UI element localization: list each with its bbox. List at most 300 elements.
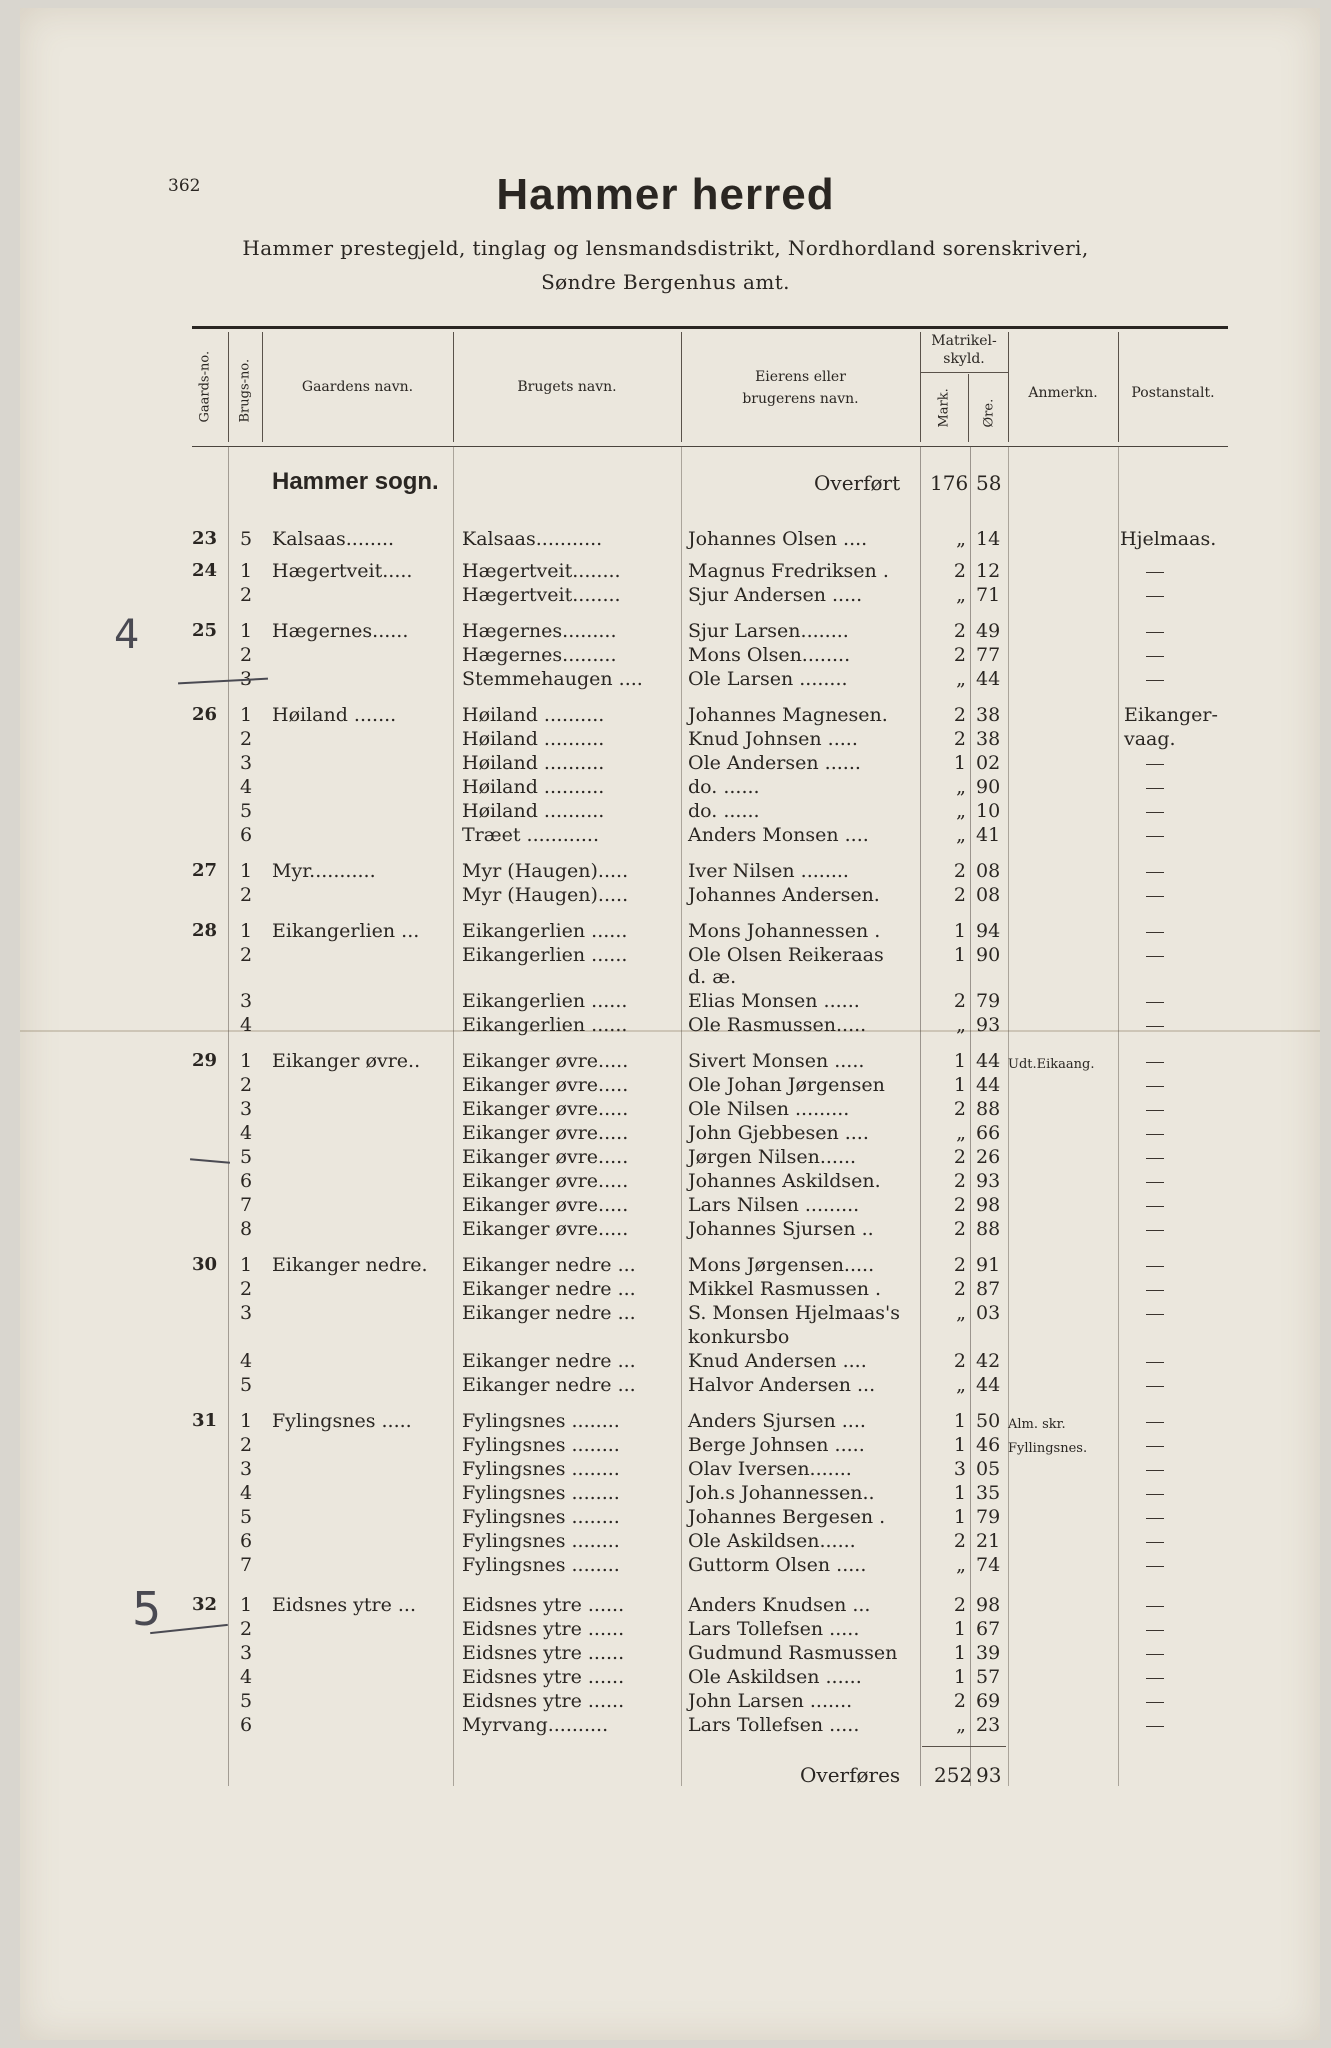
eier-navn-cell: Anders Monsen ....	[688, 824, 869, 846]
brugs-no-cell: 4	[240, 1122, 253, 1144]
mark-cell: 2	[953, 860, 966, 882]
brugs-no-cell: 4	[240, 1350, 253, 1372]
eier-navn-cell: Ole Askildsen......	[688, 1530, 856, 1552]
brugs-no-cell: 6	[240, 1714, 253, 1736]
ore-cell: 44	[976, 1374, 1001, 1396]
eier-navn-cell: Joh.s Johannessen..	[688, 1482, 875, 1504]
eier-navn-cell: Gudmund Rasmussen	[688, 1642, 898, 1664]
postanstalt-dash	[1146, 1230, 1164, 1231]
page-title: Hammer herred	[496, 170, 835, 219]
mark-cell: „	[956, 1554, 966, 1576]
postanstalt-dash	[1146, 1678, 1164, 1679]
total-rule	[922, 1746, 1006, 1747]
brugs-no-cell: 3	[240, 1642, 253, 1664]
brugs-no-cell: 6	[240, 1170, 253, 1192]
overfores-ore: 93	[976, 1763, 1002, 1787]
mark-cell: 2	[953, 1594, 966, 1616]
brugets-navn-cell: Høiland ..........	[462, 776, 605, 798]
mark-cell: 1	[953, 1506, 966, 1528]
eier-navn-cell: Magnus Fredriksen .	[688, 560, 889, 582]
eier-navn-cell: S. Monsen Hjelmaas's	[688, 1302, 900, 1324]
brugets-navn-cell: Eikanger nedre ...	[462, 1278, 636, 1300]
eier-navn-cell: Anders Knudsen ...	[688, 1594, 871, 1616]
brugets-navn-cell: Høiland ..........	[462, 728, 605, 750]
gaards-no-cell: 31	[192, 1410, 218, 1431]
brugs-no-cell: 5	[240, 528, 253, 550]
mark-cell: 2	[953, 1218, 966, 1240]
ore-cell: 35	[976, 1482, 1001, 1504]
brugets-navn-cell: Eidsnes ytre ......	[462, 1642, 625, 1664]
brugs-no-cell: 3	[240, 990, 253, 1012]
postanstalt-dash	[1146, 1086, 1164, 1087]
header-gaards-no: Gaards-no.	[197, 350, 213, 423]
brugs-no-cell: 3	[240, 1302, 253, 1324]
eier-navn-cell: Ole Olsen Reikeraas	[688, 944, 884, 966]
brugs-no-cell: 2	[240, 1434, 253, 1456]
ore-cell: 57	[976, 1666, 1001, 1688]
ore-cell: 88	[976, 1098, 1001, 1120]
ore-cell: 38	[976, 728, 1001, 750]
ore-cell: 79	[976, 1506, 1001, 1528]
ore-cell: 26	[976, 1146, 1001, 1168]
gaards-no-cell: 32	[192, 1594, 218, 1615]
brugets-navn-cell: Eikanger øvre.....	[462, 1218, 629, 1240]
brugs-no-cell: 1	[240, 1050, 253, 1072]
col-line	[228, 332, 229, 442]
gaardens-navn-cell: Høiland .......	[272, 704, 397, 726]
brugets-navn-cell: Hægernes.........	[462, 620, 617, 642]
mark-cell: „	[956, 668, 966, 690]
col-line	[681, 446, 682, 1786]
eier-navn-cell: Sjur Larsen........	[688, 620, 849, 642]
brugets-navn-cell: Eikangerlien ......	[462, 920, 628, 942]
brugs-no-cell: 5	[240, 1506, 253, 1528]
brugets-navn-cell: Eikanger øvre.....	[462, 1194, 629, 1216]
pencil-mark-4: 4	[114, 612, 140, 658]
col-line	[968, 374, 969, 442]
postanstalt-dash	[1146, 1446, 1164, 1447]
eier-navn-cell: Olav Iversen.......	[688, 1458, 852, 1480]
ore-cell: 41	[976, 824, 1001, 846]
eier-navn-cell: Johannes Sjursen ..	[688, 1218, 874, 1240]
eier-navn-cell: Ole Larsen ........	[688, 668, 848, 690]
ore-cell: 69	[976, 1690, 1001, 1712]
eier-navn-cell: Lars Tollefsen .....	[688, 1618, 860, 1640]
brugs-no-cell: 8	[240, 1218, 253, 1240]
eier-navn-cell: Ole Askildsen ......	[688, 1666, 862, 1688]
postanstalt-dash	[1146, 896, 1164, 897]
mark-cell: 1	[953, 1434, 966, 1456]
overfores-label: Overføres	[800, 1763, 901, 1787]
ore-cell: 46	[976, 1434, 1001, 1456]
eier-navn-cell: Iver Nilsen ........	[688, 860, 849, 882]
sogn-heading: Hammer sogn.	[272, 468, 439, 495]
overfort-ore: 58	[976, 471, 1002, 495]
col-line	[1118, 446, 1119, 1786]
ore-cell: 79	[976, 990, 1001, 1012]
brugets-navn-cell: Eidsnes ytre ......	[462, 1618, 625, 1640]
mark-cell: „	[956, 800, 966, 822]
postanstalt-dash	[1146, 1494, 1164, 1495]
col-line	[920, 372, 1008, 373]
postanstalt-dash	[1146, 572, 1164, 573]
ore-cell: 39	[976, 1642, 1001, 1664]
header-postanstalt: Postanstalt.	[1131, 385, 1215, 401]
postanstalt-dash	[1146, 656, 1164, 657]
brugets-navn-cell: Eikanger øvre.....	[462, 1074, 629, 1096]
ore-cell: 87	[976, 1278, 1001, 1300]
brugs-no-cell: 4	[240, 776, 253, 798]
brugets-navn-cell: Eikanger øvre.....	[462, 1170, 629, 1192]
postanstalt-dash	[1146, 1290, 1164, 1291]
eier-navn-cell: Lars Nilsen .........	[688, 1194, 860, 1216]
header-brugets-navn: Brugets navn.	[517, 379, 617, 395]
brugets-navn-cell: Kalsaas...........	[462, 528, 603, 550]
eier-navn-cell: John Larsen .......	[688, 1690, 853, 1712]
postanstalt-dash	[1146, 1726, 1164, 1727]
mark-cell: 1	[953, 1050, 966, 1072]
mark-cell: 2	[953, 1690, 966, 1712]
brugets-navn-cell: Høiland ..........	[462, 704, 605, 726]
eier-navn-cell: Elias Monsen ......	[688, 990, 860, 1012]
ore-cell: 49	[976, 620, 1001, 642]
brugs-no-cell: 4	[240, 1666, 253, 1688]
header-brugs-no: Brugs-no.	[237, 358, 253, 423]
postanstalt-dash	[1146, 1002, 1164, 1003]
postanstalt-dash	[1146, 1422, 1164, 1423]
col-line	[970, 446, 971, 1786]
eier-navn-cell: Halvor Andersen ...	[688, 1374, 876, 1396]
ore-cell: 08	[976, 860, 1001, 882]
brugs-no-cell: 7	[240, 1194, 253, 1216]
brugets-navn-cell: Myr (Haugen).....	[462, 884, 629, 906]
mark-cell: 1	[953, 1642, 966, 1664]
eier-navn-cell: d. æ.	[688, 966, 737, 988]
postanstalt-dash	[1146, 1654, 1164, 1655]
brugets-navn-cell: Eikanger øvre.....	[462, 1146, 629, 1168]
anmerkn-cell: Alm. skr.	[1008, 1417, 1066, 1432]
postanstalt-dash	[1146, 1606, 1164, 1607]
brugs-no-cell: 1	[240, 920, 253, 942]
brugets-navn-cell: Fylingsnes ........	[462, 1410, 620, 1432]
header-gaardens-navn: Gaardens navn.	[301, 379, 414, 395]
brugets-navn-cell: Eikanger nedre ...	[462, 1374, 636, 1396]
mark-cell: „	[956, 776, 966, 798]
brugets-navn-cell: Høiland ..........	[462, 800, 605, 822]
eier-navn-cell: Guttorm Olsen .....	[688, 1554, 867, 1576]
postanstalt-dash	[1146, 1470, 1164, 1471]
brugets-navn-cell: Eikanger nedre ...	[462, 1350, 636, 1372]
mark-cell: 1	[953, 1074, 966, 1096]
mark-cell: 1	[953, 1410, 966, 1432]
mark-cell: 1	[953, 1666, 966, 1688]
brugs-no-cell: 3	[240, 1098, 253, 1120]
gaards-no-cell: 30	[192, 1254, 218, 1275]
ore-cell: 91	[976, 1254, 1001, 1276]
brugets-navn-cell: Eidsnes ytre ......	[462, 1666, 625, 1688]
eier-navn-cell: Ole Nilsen .........	[688, 1098, 850, 1120]
brugs-no-cell: 2	[240, 1618, 253, 1640]
ore-cell: 03	[976, 1302, 1001, 1324]
brugets-navn-cell: Eidsnes ytre ......	[462, 1594, 625, 1616]
mark-cell: 2	[953, 1194, 966, 1216]
brugets-navn-cell: Hægernes.........	[462, 644, 617, 666]
paper-fold	[20, 1030, 1320, 1032]
brugs-no-cell: 5	[240, 1690, 253, 1712]
mark-cell: 2	[953, 1170, 966, 1192]
eier-navn-cell: Ole Rasmussen.....	[688, 1014, 867, 1036]
brugs-no-cell: 2	[240, 728, 253, 750]
eier-navn-cell: Mons Jørgensen.....	[688, 1254, 875, 1276]
mark-cell: 2	[953, 1146, 966, 1168]
page-number: 362	[168, 176, 201, 196]
header-matrikel-line1: Matrikel-	[931, 333, 997, 349]
brugs-no-cell: 1	[240, 1594, 253, 1616]
col-line	[681, 332, 682, 442]
brugs-no-cell: 1	[240, 1410, 253, 1432]
brugets-navn-cell: Stemmehaugen ....	[462, 668, 643, 690]
brugets-navn-cell: Eikanger øvre.....	[462, 1122, 629, 1144]
header-anmerkn: Anmerkn.	[1028, 385, 1098, 401]
ore-cell: 44	[976, 668, 1001, 690]
ore-cell: 90	[976, 944, 1001, 966]
brugets-navn-cell: Fylingsnes ........	[462, 1482, 620, 1504]
gaardens-navn-cell: Hægernes......	[272, 620, 409, 642]
brugs-no-cell: 6	[240, 1530, 253, 1552]
postanstalt-dash	[1146, 596, 1164, 597]
brugs-no-cell: 5	[240, 1146, 253, 1168]
gaards-no-cell: 26	[192, 704, 218, 725]
gaardens-navn-cell: Kalsaas........	[272, 528, 395, 550]
ore-cell: 90	[976, 776, 1001, 798]
brugs-no-cell: 1	[240, 860, 253, 882]
ore-cell: 67	[976, 1618, 1001, 1640]
brugets-navn-cell: Eikanger øvre.....	[462, 1098, 629, 1120]
mark-cell: „	[956, 1374, 966, 1396]
postanstalt-dash	[1146, 1630, 1164, 1631]
eier-navn-cell: Knud Andersen ....	[688, 1350, 867, 1372]
header-eierens-line1: Eierens eller	[755, 369, 846, 385]
postanstalt-dash	[1146, 788, 1164, 789]
mark-cell: „	[956, 584, 966, 606]
postanstalt-dash	[1146, 956, 1164, 957]
brugs-no-cell: 7	[240, 1554, 253, 1576]
ore-cell: 38	[976, 704, 1001, 726]
gaards-no-cell: 24	[192, 560, 218, 581]
anmerkn-cell: Udt.Eikaang.	[1008, 1057, 1095, 1072]
table-header-rule	[192, 446, 1228, 447]
brugs-no-cell: 5	[240, 1374, 253, 1396]
gaards-no-cell: 28	[192, 920, 218, 941]
ore-cell: 23	[976, 1714, 1001, 1736]
document-page	[20, 8, 1320, 2040]
header-matrikel-line2: skyld.	[943, 351, 985, 367]
brugets-navn-cell: Høiland ..........	[462, 752, 605, 774]
mark-cell: 2	[953, 1254, 966, 1276]
brugets-navn-cell: Eikangerlien ......	[462, 1014, 628, 1036]
mark-cell: 3	[953, 1458, 966, 1480]
postanstalt-dash	[1146, 1134, 1164, 1135]
postanstalt-dash	[1146, 1386, 1164, 1387]
brugs-no-cell: 1	[240, 1254, 253, 1276]
gaards-no-cell: 27	[192, 860, 218, 881]
eier-navn-cell: Sjur Andersen .....	[688, 584, 863, 606]
postanstalt-dash	[1146, 1518, 1164, 1519]
brugets-navn-cell: Fylingsnes ........	[462, 1434, 620, 1456]
overfort-mark: 176	[930, 471, 969, 495]
brugs-no-cell: 2	[240, 584, 253, 606]
overfort-label: Overført	[814, 471, 901, 495]
brugs-no-cell: 1	[240, 704, 253, 726]
gaardens-navn-cell: Hægertveit.....	[272, 560, 413, 582]
brugs-no-cell: 3	[240, 752, 253, 774]
eier-navn-cell: Johannes Olsen ....	[688, 528, 868, 550]
postanstalt-dash	[1146, 632, 1164, 633]
ore-cell: 12	[976, 560, 1001, 582]
mark-cell: 2	[953, 1530, 966, 1552]
brugets-navn-cell: Eikangerlien ......	[462, 944, 628, 966]
postanstalt-cell: vaag.	[1124, 728, 1176, 750]
brugets-navn-cell: Eikanger nedre ...	[462, 1302, 636, 1324]
brugets-navn-cell: Myrvang..........	[462, 1714, 609, 1736]
eier-navn-cell: Berge Johnsen .....	[688, 1434, 865, 1456]
brugs-no-cell: 2	[240, 884, 253, 906]
header-eierens-line2: brugerens navn.	[742, 391, 859, 407]
ore-cell: 08	[976, 884, 1001, 906]
gaardens-navn-cell: Eikanger nedre.	[272, 1254, 428, 1276]
eier-navn-cell: Johannes Askildsen.	[688, 1170, 881, 1192]
brugs-no-cell: 3	[240, 1458, 253, 1480]
brugs-no-cell: 5	[240, 800, 253, 822]
eier-navn-cell: do. ......	[688, 776, 760, 798]
ore-cell: 42	[976, 1350, 1001, 1372]
mark-cell: 2	[953, 560, 966, 582]
brugets-navn-cell: Fylingsnes ........	[462, 1506, 620, 1528]
postanstalt-dash	[1146, 764, 1164, 765]
postanstalt-dash	[1146, 812, 1164, 813]
postanstalt-dash	[1146, 1182, 1164, 1183]
mark-cell: 2	[953, 1098, 966, 1120]
postanstalt-dash	[1146, 1110, 1164, 1111]
mark-cell: 1	[953, 752, 966, 774]
brugs-no-cell: 2	[240, 1278, 253, 1300]
gaards-no-cell: 29	[192, 1050, 218, 1071]
brugets-navn-cell: Eikanger nedre ...	[462, 1254, 636, 1276]
ore-cell: 98	[976, 1594, 1001, 1616]
brugets-navn-cell: Træet ............	[462, 824, 600, 846]
postanstalt-dash	[1146, 872, 1164, 873]
header-ore: Øre.	[981, 398, 997, 428]
mark-cell: 2	[953, 1350, 966, 1372]
ore-cell: 94	[976, 920, 1001, 942]
ore-cell: 21	[976, 1530, 1001, 1552]
eier-navn-cell: Ole Andersen ......	[688, 752, 861, 774]
postanstalt-dash	[1146, 1362, 1164, 1363]
mark-cell: 2	[953, 620, 966, 642]
brugets-navn-cell: Hægertveit........	[462, 560, 621, 582]
gaardens-navn-cell: Fylingsnes .....	[272, 1410, 412, 1432]
subtitle-line1: Hammer prestegjeld, tinglag og lensmandsdistrikt, Nordhordland sorenskriveri,	[242, 236, 1089, 260]
ore-cell: 50	[976, 1410, 1001, 1432]
brugets-navn-cell: Myr (Haugen).....	[462, 860, 629, 882]
postanstalt-dash	[1146, 836, 1164, 837]
brugs-no-cell: 1	[240, 560, 253, 582]
postanstalt-dash	[1146, 1266, 1164, 1267]
mark-cell: 1	[953, 920, 966, 942]
postanstalt-dash	[1146, 1702, 1164, 1703]
gaardens-navn-cell: Myr...........	[272, 860, 376, 882]
ore-cell: 74	[976, 1554, 1001, 1576]
mark-cell: „	[956, 1302, 966, 1324]
mark-cell: 1	[953, 944, 966, 966]
eier-navn-cell: Mons Olsen........	[688, 644, 851, 666]
pencil-mark-5: 5	[132, 1582, 162, 1636]
mark-cell: „	[956, 824, 966, 846]
gaards-no-cell: 25	[192, 620, 218, 641]
col-line	[1008, 446, 1009, 1786]
eier-navn-cell: Mikkel Rasmussen .	[688, 1278, 882, 1300]
ore-cell: 44	[976, 1050, 1001, 1072]
gaardens-navn-cell: Eikangerlien ...	[272, 920, 420, 942]
eier-navn-cell: Ole Johan Jørgensen	[688, 1074, 885, 1096]
gaardens-navn-cell: Eikanger øvre..	[272, 1050, 421, 1072]
postanstalt-dash	[1146, 1026, 1164, 1027]
postanstalt-dash	[1146, 1314, 1164, 1315]
ore-cell: 05	[976, 1458, 1001, 1480]
subtitle-line2: Søndre Bergenhus amt.	[541, 270, 790, 294]
brugs-no-cell: 2	[240, 644, 253, 666]
anmerkn-cell: Fyllingsnes.	[1008, 1441, 1088, 1456]
mark-cell: 2	[953, 644, 966, 666]
mark-cell: 2	[953, 1278, 966, 1300]
eier-navn-cell: Knud Johnsen .....	[688, 728, 858, 750]
postanstalt-dash	[1146, 1566, 1164, 1567]
eier-navn-cell: Anders Sjursen ....	[688, 1410, 866, 1432]
brugets-navn-cell: Hægertveit........	[462, 584, 621, 606]
brugets-navn-cell: Eikanger øvre.....	[462, 1050, 629, 1072]
brugets-navn-cell: Eikangerlien ......	[462, 990, 628, 1012]
mark-cell: 1	[953, 1482, 966, 1504]
brugs-no-cell: 4	[240, 1482, 253, 1504]
brugs-no-cell: 4	[240, 1014, 253, 1036]
eier-navn-cell: konkursbo	[688, 1326, 790, 1348]
brugets-navn-cell: Fylingsnes ........	[462, 1530, 620, 1552]
header-mark: Mark.	[936, 388, 952, 428]
col-line	[920, 446, 921, 1786]
ore-cell: 10	[976, 800, 1001, 822]
eier-navn-cell: Mons Johannessen .	[688, 920, 881, 942]
postanstalt-dash	[1146, 932, 1164, 933]
ore-cell: 71	[976, 584, 1001, 606]
ore-cell: 93	[976, 1170, 1001, 1192]
ore-cell: 98	[976, 1194, 1001, 1216]
brugets-navn-cell: Eidsnes ytre ......	[462, 1690, 625, 1712]
eier-navn-cell: Jørgen Nilsen......	[688, 1146, 857, 1168]
mark-cell: 2	[953, 884, 966, 906]
postanstalt-dash	[1146, 1206, 1164, 1207]
gaardens-navn-cell: Eidsnes ytre ...	[272, 1594, 416, 1616]
brugs-no-cell: 6	[240, 824, 253, 846]
postanstalt-dash	[1146, 1062, 1164, 1063]
eier-navn-cell: Johannes Bergesen .	[688, 1506, 886, 1528]
ore-cell: 02	[976, 752, 1001, 774]
brugs-no-cell: 2	[240, 1074, 253, 1096]
eier-navn-cell: Johannes Andersen.	[688, 884, 880, 906]
ore-cell: 88	[976, 1218, 1001, 1240]
mark-cell: „	[956, 528, 966, 550]
mark-cell: „	[956, 1122, 966, 1144]
ore-cell: 66	[976, 1122, 1001, 1144]
